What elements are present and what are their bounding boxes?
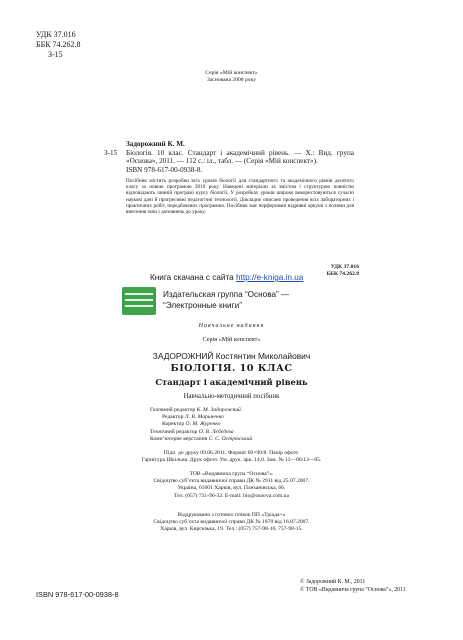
download-prefix: Книга скачана с сайта <box>150 273 234 282</box>
staff-row: Комп’ютерне верстання С. С. Острівський <box>150 435 253 442</box>
classification-block <box>36 30 81 60</box>
author-full-name: ЗАДОРОЖНИЙ Костянтин Миколайович <box>152 351 311 361</box>
copyright-block <box>300 578 406 594</box>
download-link[interactable]: http://e-kniga.in.ua <box>235 273 304 282</box>
staff-row: Головний редактор К. М. Задорожний <box>150 407 241 413</box>
printing-house-details: Віддруковано з готових плівок ПП «Тріада+» Свідоцтво суб’єкта видавничої справи ДК № 1870 від 16.07.2007. Харків, вул. Киргизька, 19. Тел.: (057) 757-98-16, 757-98-15. <box>153 512 310 533</box>
copyright-publisher: © ТОВ «Видавнича група “Основа”», 2011 <box>300 587 406 593</box>
edition-type: Навчальне видання <box>198 323 265 329</box>
osnova-logo-icon <box>122 287 156 315</box>
print-details: Підп. до друку 09.06.2011. Формат 60×90/8. Папір офсет. Гарнітура Шкільна. Друк офсет. Ум. друк. арк. 14,0. Зам. № 11—06/13—05. <box>141 450 322 464</box>
publisher-name <box>163 289 289 311</box>
annotation: Посібник містить розробки всіх уроків біології для стандартного та академічного рівнів десятого класу за новою програмою 2010 року. Наведені матеріали за змістом і структурою повністю відповідають чинній програмі курсу біології. У розробках уроків широко використовуються сучасні наукові дані й прогресивні педагогічні технології. Докладно описано проведення всіх лабораторних і практичних робіт, передбачених програмою. Посібник має перфоровані відривні аркуші з полями для внесення змін і доповнень до уроку. <box>126 177 354 216</box>
book-subtitle: Стандарт і академічний рівень <box>155 377 308 387</box>
staff-row: Редактор Л. В. Мариненко <box>162 414 224 421</box>
book-kind: Навчально-методичний посібник <box>183 393 280 400</box>
publisher-line-2: “Электронные книги” <box>163 301 242 310</box>
bbk-code: ББК 74.262.8 <box>36 40 81 49</box>
staff-credits <box>150 407 252 443</box>
download-note <box>150 273 303 282</box>
udk-code: УДК 37.016 <box>36 30 76 39</box>
author-code: З-15 <box>48 50 63 59</box>
udk-code-right: УДК 37.016 <box>330 264 359 270</box>
copyright-author: © Задорожний К. М., 2011 <box>300 579 366 585</box>
bibliographic-code: З-15 <box>104 149 118 157</box>
publisher-details: ТОВ «Видавнича група “Основа”». Свідоцтво суб’єкта видавничої справи ДК № 2911 від 25.07.2007. Україна, 61001 Харків, вул. Плеханівська, 66. Тел. (057) 731-96-32. E-mail: bio@osnova.com.ua <box>153 471 310 499</box>
series-header <box>0 70 463 84</box>
isbn-line: ISBN 978-617-00-0938-8. <box>126 165 203 174</box>
series-name: Серія «Мій конспект» <box>205 70 258 76</box>
staff-row: Технічний редактор О. В. Лєбєдєва <box>150 428 234 435</box>
isbn-bottom: ISBN 978-617-00-0938-8 <box>36 590 119 599</box>
publisher-line-1: Издательская группа “Основа” — <box>163 290 290 299</box>
series-name-middle: Серія «Мій конспект» <box>202 336 261 343</box>
author-heading: Задорожний К. М. <box>126 140 185 148</box>
staff-row: Коректор О. М. Журенко <box>162 421 221 428</box>
classification-right <box>327 264 359 278</box>
bbk-code-right: ББК 74.262.8 <box>326 271 359 277</box>
bibliographic-entry <box>104 140 354 216</box>
bibliographic-description <box>104 149 354 166</box>
series-founded: Заснована 2008 року <box>206 77 257 83</box>
book-title: БІОЛОГІЯ. 10 КЛАС <box>170 363 293 374</box>
bibliographic-text: Біологія. 10 клас. Стандарт і академічний рівень. — Х.: Вид. група «Основа», 2011. — 112 с.: іл., табл. — (Серія «Мій конспект»). <box>126 149 354 166</box>
